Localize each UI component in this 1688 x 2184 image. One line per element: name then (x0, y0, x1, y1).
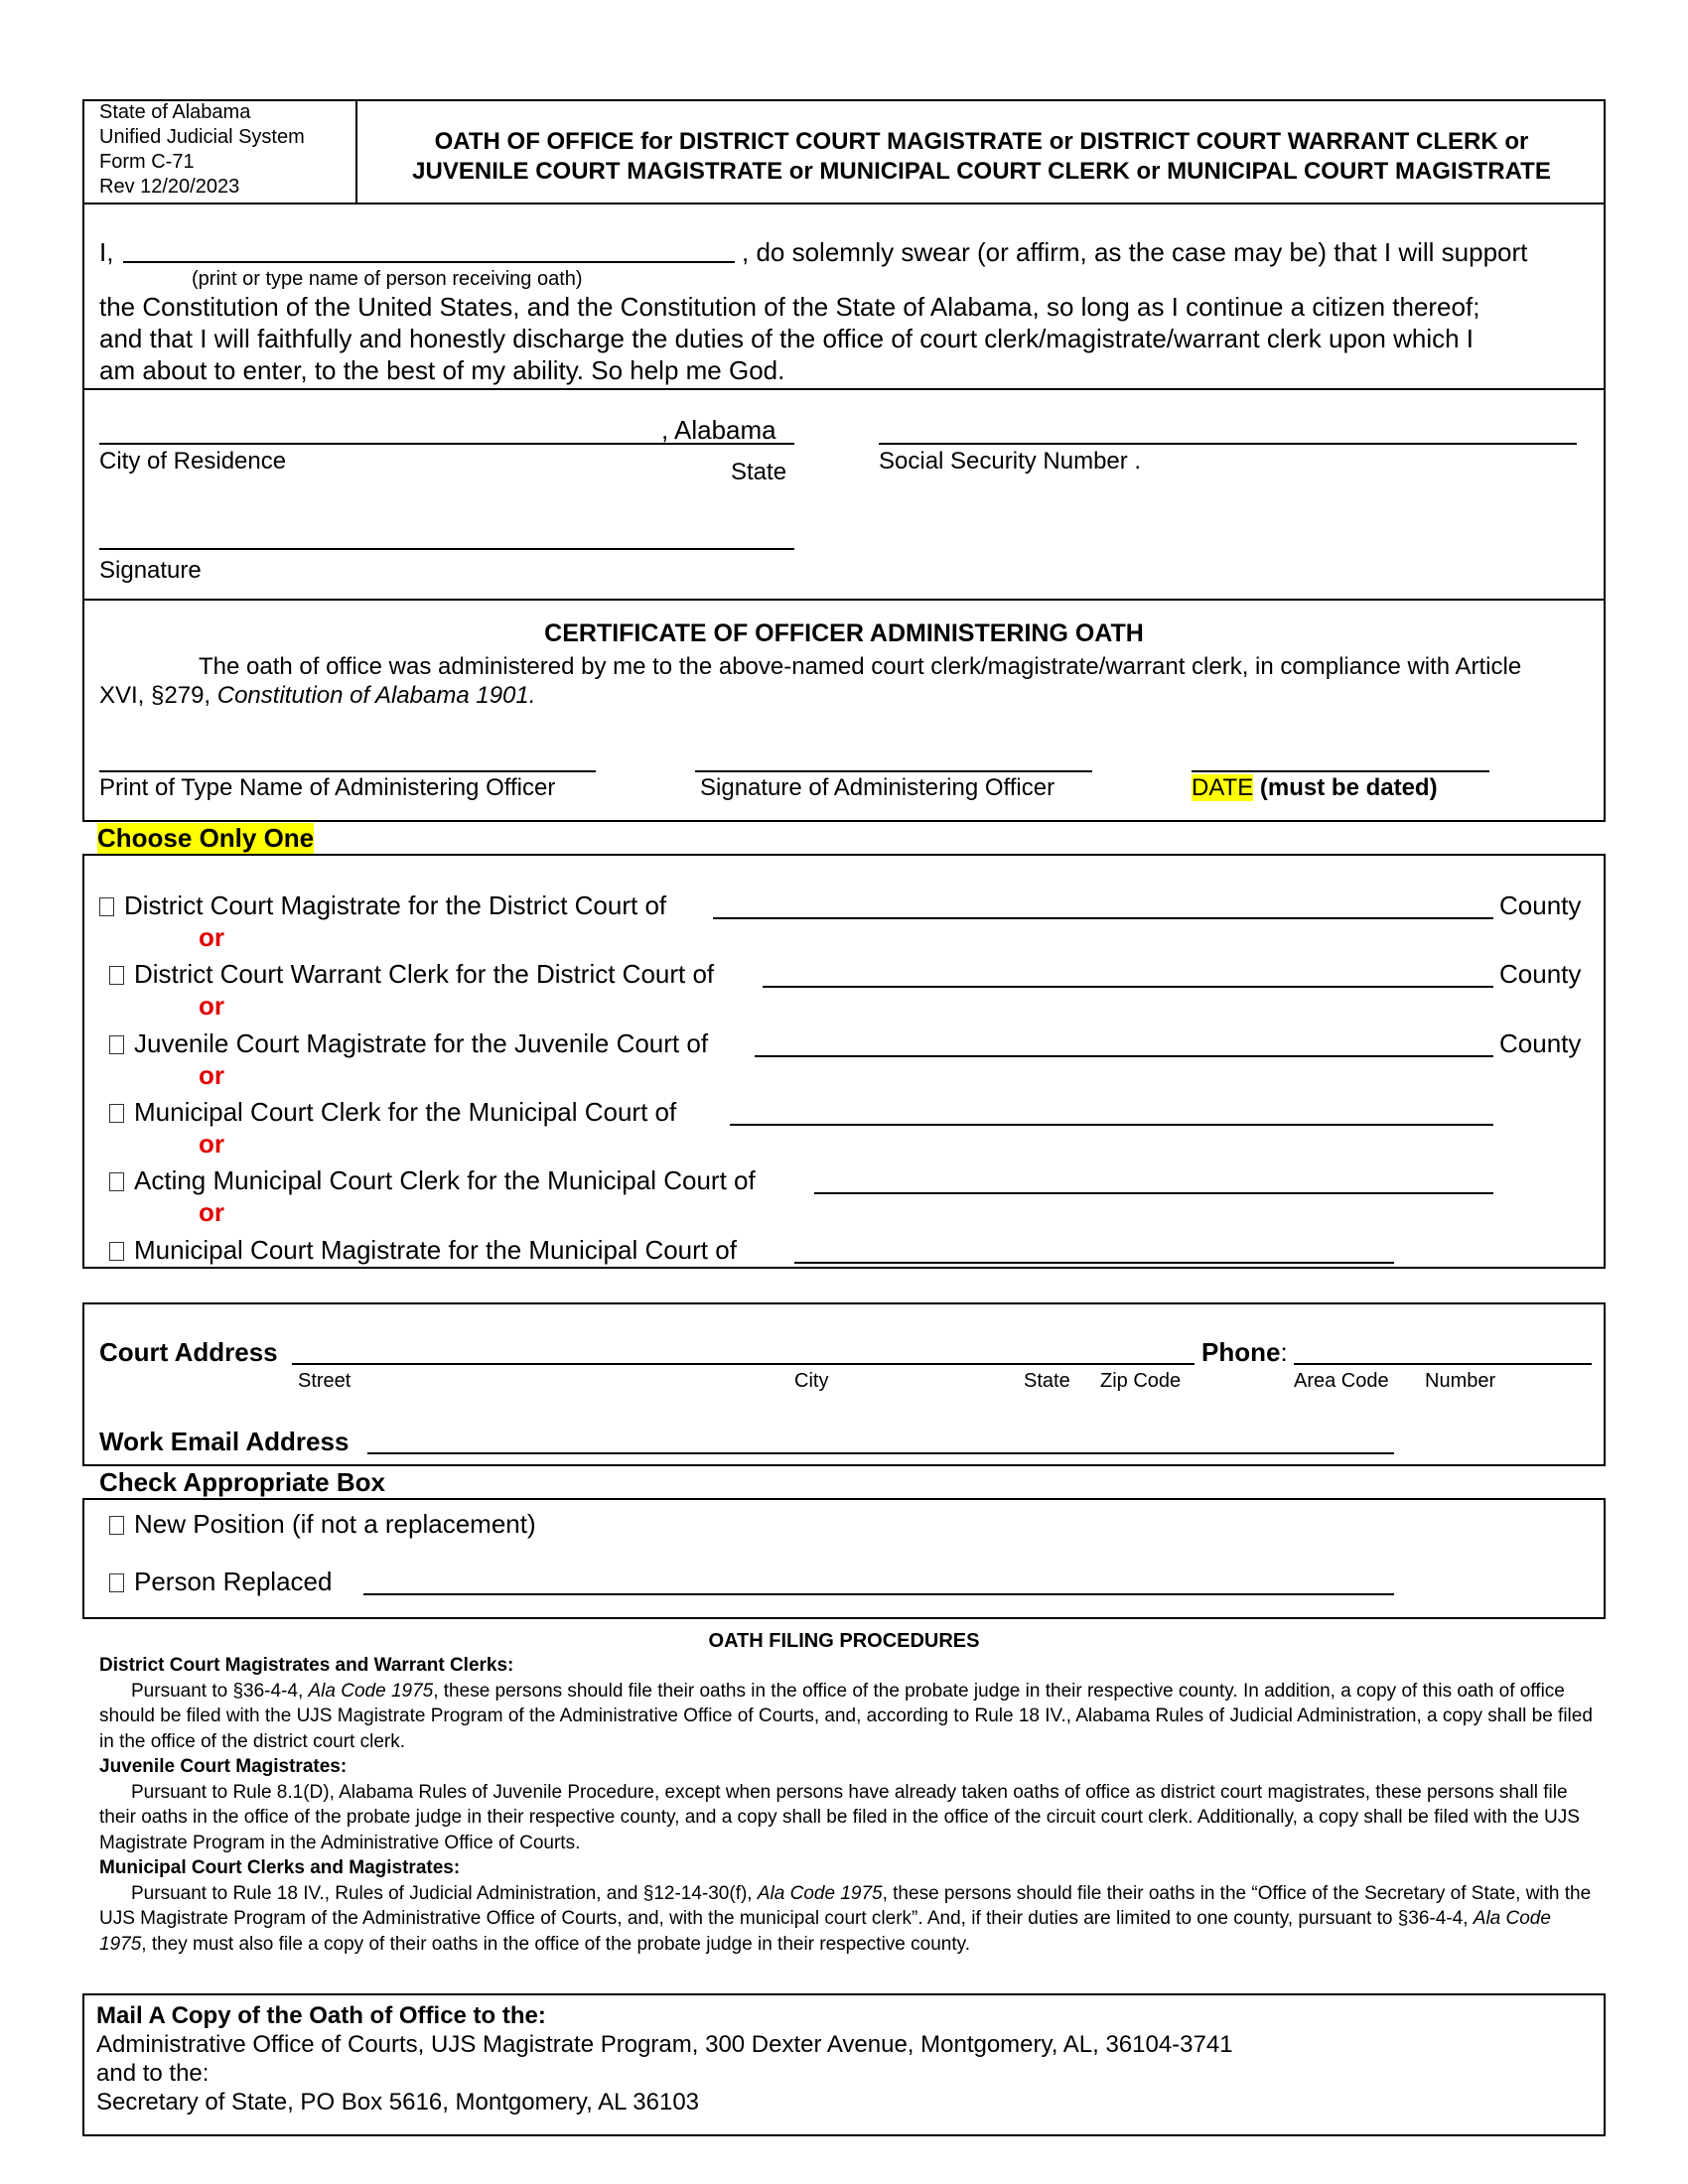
phone-input-line[interactable] (1294, 1363, 1592, 1365)
or-text: or (199, 922, 224, 952)
procedures-text (99, 1653, 1594, 1957)
state-label: State (731, 459, 787, 485)
district-warrant-county-line[interactable] (763, 986, 1493, 988)
area-code-caption: Area Code (1294, 1370, 1389, 1392)
option-juvenile-magistrate-checkbox[interactable] (109, 1035, 124, 1054)
mail-heading: Mail A Copy of the Oath of Office to the: (96, 2002, 546, 2029)
certificate-title: CERTIFICATE OF OFFICER ADMINISTERING OATH (544, 619, 1144, 647)
court-address-line[interactable] (292, 1363, 1195, 1365)
email-label: Work Email Address (99, 1427, 350, 1456)
acting-municipal-court-line[interactable] (814, 1192, 1493, 1194)
municipal-text-e: , they must also file a copy of their oaths in the office of the probate judge in their respective county. (141, 1933, 971, 1955)
option-municipal-clerk[interactable] (109, 1097, 676, 1128)
municipal-clerk-court-line[interactable] (730, 1124, 1493, 1126)
option-district-warrant-clerk[interactable] (109, 959, 714, 990)
alabama-text: , Alabama (661, 415, 776, 445)
or-text: or (199, 1197, 224, 1227)
oath-i: I, (99, 237, 114, 267)
or-text: or (199, 1129, 224, 1159)
name-input-line[interactable] (123, 261, 735, 263)
mail-line2: and to the: (96, 2060, 210, 2087)
check-heading: Check Appropriate Box (99, 1467, 385, 1497)
oath-line3: and that I will faithfully and honestly discharge the duties of the office of court clerk/magistrate/warrant clerk upon which I (99, 324, 1475, 353)
district-text-code: Ala Code 1975 (308, 1680, 434, 1702)
juvenile-text: Pursuant to Rule 8.1(D), Alabama Rules of Juvenile Procedure, except when persons have already taken oaths of office as district court magistrates, these persons shall file their oaths in the office of the probate judge in their respective county, and a copy shall be filed in the office of the circuit court clerk. Additionally, a copy shall be filed with the UJS Magistrate Program in the Administrative Office of Courts. (99, 1781, 1580, 1853)
option-acting-municipal-clerk-checkbox[interactable] (109, 1172, 124, 1191)
municipal-magistrate-court-line[interactable] (794, 1262, 1394, 1264)
new-position-checkbox[interactable] (109, 1516, 124, 1535)
option-municipal-clerk-checkbox[interactable] (109, 1104, 124, 1123)
choose-heading: Choose Only One (97, 823, 315, 853)
option-acting-municipal-clerk-label: Acting Municipal Court Clerk for the Municipal Court of (134, 1165, 756, 1195)
date-highlight: DATE (1192, 774, 1254, 801)
option-district-warrant-clerk-label: District Court Warrant Clerk for the District Court of (134, 959, 715, 989)
option-municipal-magistrate-label: Municipal Court Magistrate for the Municipal Court of (134, 1235, 737, 1265)
oath-line4: am about to enter, to the best of my ability. So help me God. (99, 355, 785, 385)
phone-colon: : (1280, 1337, 1288, 1367)
municipal-text-a: Pursuant to Rule 18 IV., Rules of Judicial Administration, and §12-14-30(f), (131, 1882, 758, 1904)
admin-name-label: Print of Type Name of Administering Officer (99, 774, 556, 801)
ssn-input-line[interactable] (879, 443, 1577, 445)
residence-box (82, 388, 1606, 601)
district-heading: District Court Magistrates and Warrant Clerks: (99, 1655, 514, 1676)
oath-swear-text: , do solemnly swear (or affirm, as the case may be) that I will support (742, 237, 1528, 267)
municipal-text-code2: Ala Code 1975 (99, 1908, 1551, 1955)
zip-caption: Zip Code (1100, 1370, 1182, 1392)
date-note: (must be dated) (1259, 774, 1438, 801)
option-municipal-magistrate-checkbox[interactable] (109, 1242, 124, 1261)
phone-label-text: Phone (1201, 1337, 1281, 1367)
certificate-constitution: Constitution of Alabama 1901. (216, 682, 536, 709)
email-input-line[interactable] (367, 1452, 1394, 1454)
admin-signature-line[interactable] (695, 770, 1092, 772)
option-district-magistrate-checkbox[interactable] (99, 897, 114, 916)
county-label: County (1499, 1028, 1582, 1058)
option-juvenile-magistrate[interactable] (109, 1028, 708, 1059)
mail-line3: Secretary of State, PO Box 5616, Montgomery, AL 36103 (96, 2089, 700, 2116)
date-label (1192, 774, 1438, 802)
new-position-option[interactable] (109, 1509, 536, 1540)
street-caption: Street (298, 1370, 352, 1392)
form-revision: Rev 12/20/2023 (99, 176, 240, 198)
district-magistrate-county-line[interactable] (713, 917, 1493, 919)
mail-line1: Administrative Office of Courts, UJS Magistrate Program, 300 Dexter Avenue, Montgomery, AL, 36104-3741 (96, 2031, 1233, 2058)
procedures-title: OATH FILING PROCEDURES (708, 1630, 980, 1652)
number-caption: Number (1425, 1370, 1496, 1392)
person-replaced-line[interactable] (363, 1593, 1394, 1595)
option-district-magistrate-label: District Court Magistrate for the District Court of (124, 890, 667, 920)
juvenile-heading: Juvenile Court Magistrates: (99, 1756, 348, 1777)
form-system: Unified Judicial System (99, 126, 305, 148)
form-number: Form C-71 (99, 151, 195, 173)
date-input-line[interactable] (1192, 770, 1489, 772)
municipal-text-code: Ala Code 1975 (757, 1882, 883, 1904)
juvenile-county-line[interactable] (755, 1055, 1493, 1057)
certificate-text-line1: The oath of office was administered by me to the above-named court clerk/magistrate/warrant clerk, in compliance with Article (199, 653, 1522, 680)
county-label: County (1499, 890, 1582, 920)
district-text-c: , these persons should file their oaths in the office of the probate judge in their respective county. In addition, a copy of this oath of office should be filed with the UJS Magistrate Program of the Administrative Office of Courts, and, according to Rule 18 IV., Alabama Rules of Judicial Administration, a copy shall be filed in the office of the district court clerk. (99, 1680, 1593, 1752)
city-caption: City (794, 1370, 829, 1392)
certificate-article: XVI, §279, (99, 682, 217, 709)
admin-name-line[interactable] (99, 770, 596, 772)
municipal-text (99, 1881, 1594, 1958)
court-address-label: Court Address (99, 1337, 278, 1367)
option-municipal-magistrate[interactable] (109, 1235, 737, 1266)
new-position-label: New Position (if not a replacement) (134, 1509, 536, 1539)
certificate-text-line2 (99, 682, 535, 710)
form-title-line1: OATH OF OFFICE for DISTRICT COURT MAGISTRATE or DISTRICT COURT WARRANT CLERK or (434, 128, 1529, 155)
city-label: City of Residence (99, 448, 287, 475)
option-acting-municipal-clerk[interactable] (109, 1165, 756, 1196)
option-juvenile-magistrate-label: Juvenile Court Magistrate for the Juvenile Court of (134, 1028, 709, 1058)
ssn-label: Social Security Number . (879, 448, 1142, 475)
district-text (99, 1679, 1594, 1755)
option-district-magistrate[interactable] (99, 890, 666, 921)
municipal-heading: Municipal Court Clerks and Magistrates: (99, 1857, 461, 1878)
person-replaced-label: Person Replaced (134, 1567, 333, 1596)
person-replaced-checkbox[interactable] (109, 1573, 124, 1592)
or-text: or (199, 991, 224, 1021)
or-text: or (199, 1060, 224, 1090)
county-label: County (1499, 959, 1582, 989)
state-caption: State (1024, 1370, 1070, 1392)
option-district-warrant-clerk-checkbox[interactable] (109, 966, 124, 985)
district-text-a: Pursuant to §36-4-4, (131, 1680, 309, 1702)
form-state: State of Alabama (99, 101, 251, 123)
oath-line2: the Constitution of the United States, and the Constitution of the State of Alabama, so long as I continue a citizen thereof; (99, 292, 1480, 322)
admin-signature-label: Signature of Administering Officer (700, 774, 1055, 801)
signature-label: Signature (99, 557, 202, 584)
municipal-text-c: , these persons should file their oaths in the “Office of the Secretary of State, with the UJS Magistrate Program of the Administrative Office of Courts, and, with the municipal court clerk”. And, if their duties are limited to one county, pursuant to §36-4-4, (99, 1882, 1592, 1929)
phone-label (1201, 1337, 1288, 1368)
oath-right-border (1604, 205, 1606, 389)
form-title-line2: JUVENILE COURT MAGISTRATE or MUNICIPAL COURT CLERK or MUNICIPAL COURT MAGISTRATE (412, 158, 1551, 185)
person-replaced-option[interactable] (109, 1567, 332, 1597)
option-municipal-clerk-label: Municipal Court Clerk for the Municipal Court of (134, 1097, 677, 1127)
name-caption: (print or type name of person receiving oath) (192, 268, 583, 290)
signature-input-line[interactable] (99, 548, 794, 550)
oath-left-border (82, 205, 84, 389)
